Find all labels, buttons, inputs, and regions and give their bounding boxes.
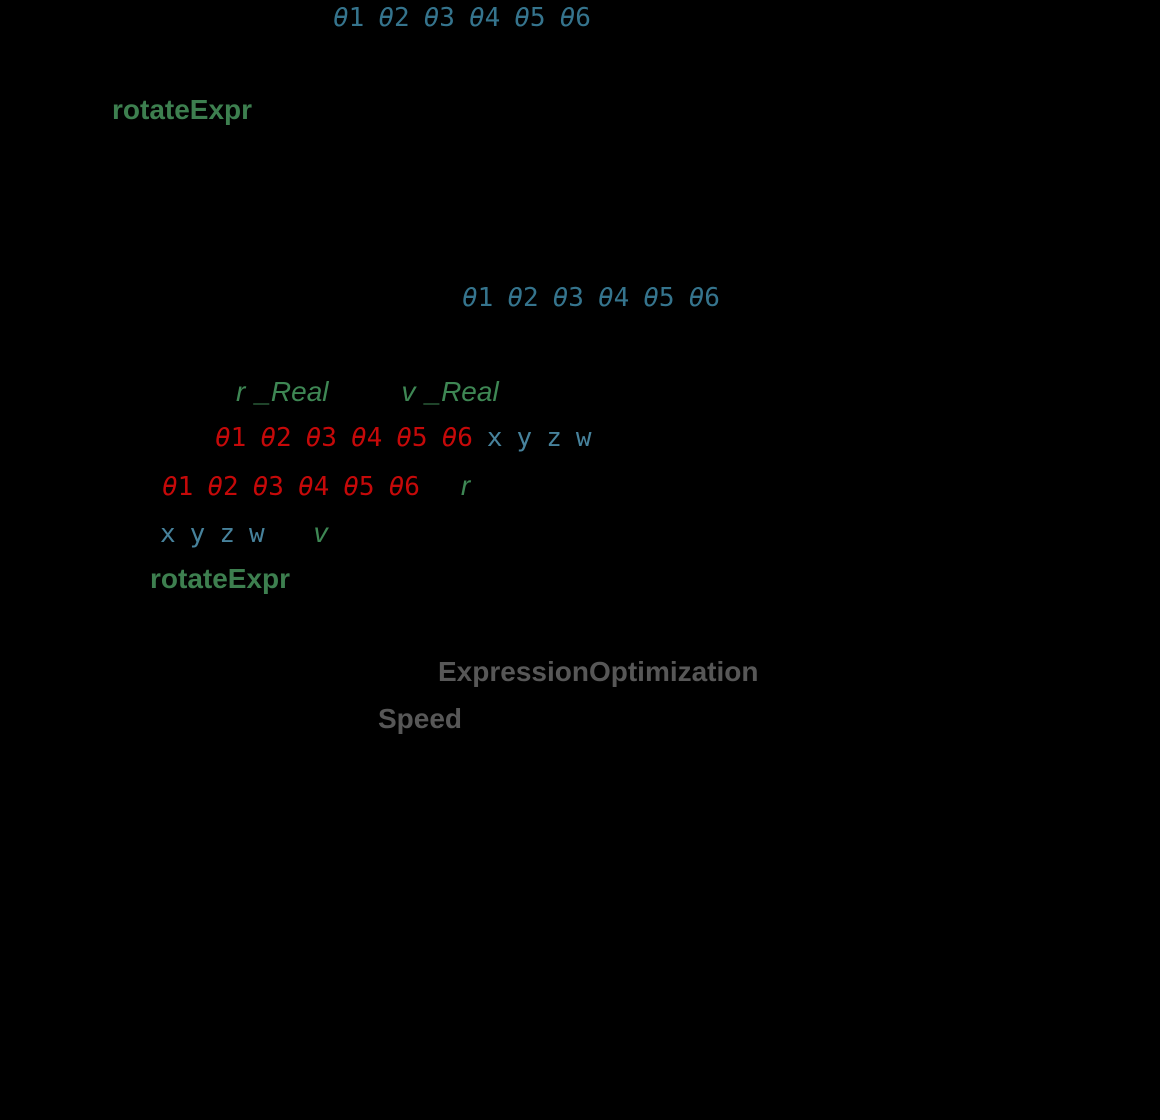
code-line-compile-args-1	[215, 425, 592, 451]
code-line-option-value-string	[378, 705, 462, 733]
symbol-theta2: θ2	[378, 3, 410, 33]
symbol-rotateexpr: rotateExpr	[112, 94, 253, 125]
symbol-theta4: θ4	[468, 3, 501, 33]
symbol-w: w	[575, 423, 592, 453]
pattern-var-v: v	[401, 376, 416, 407]
pattern-var-v: v	[313, 517, 328, 548]
symbol-y: y	[516, 423, 533, 453]
symbol-theta6-red: θ6	[388, 472, 420, 502]
symbol-theta5: θ5	[643, 283, 675, 313]
symbol-theta1: θ1	[462, 283, 494, 313]
symbol-theta2-red: θ2	[260, 423, 292, 453]
code-line-theta-args-middle	[462, 285, 720, 311]
symbol-theta3: θ3	[552, 283, 584, 313]
symbol-z: z	[219, 519, 235, 549]
symbol-theta5-red: θ5	[396, 423, 428, 453]
symbol-theta1-red: θ1	[215, 423, 247, 453]
code-line-pattern-decls	[236, 378, 499, 406]
symbol-theta1: θ1	[333, 3, 365, 33]
symbol-theta6: θ6	[559, 3, 591, 33]
code-line-compile-args-3	[160, 519, 328, 547]
symbol-theta3-red: θ3	[252, 472, 284, 502]
pattern-blank-real: _Real	[425, 376, 499, 407]
pattern-var-r: r	[236, 376, 246, 407]
symbol-theta3: θ3	[423, 3, 455, 33]
symbol-theta4: θ4	[597, 283, 630, 313]
code-line-theta-args-top	[333, 5, 591, 31]
symbol-theta3-red: θ3	[305, 423, 337, 453]
string-expression-optimization: ExpressionOptimization	[438, 656, 759, 687]
symbol-theta6: θ6	[688, 283, 720, 313]
code-line-compile-args-2	[162, 472, 470, 500]
symbol-y: y	[189, 519, 206, 549]
symbol-rotateexpr: rotateExpr	[150, 563, 291, 594]
symbol-theta6-red: θ6	[441, 423, 473, 453]
symbol-theta5: θ5	[514, 3, 546, 33]
symbol-theta2: θ2	[507, 283, 539, 313]
symbol-x: x	[486, 423, 503, 453]
string-speed: Speed	[378, 703, 463, 734]
symbol-theta1-red: θ1	[162, 472, 194, 502]
symbol-x: x	[160, 519, 176, 549]
pattern-blank-real: _Real	[255, 376, 329, 407]
symbol-theta4-red: θ4	[350, 423, 383, 453]
code-line-option-name-string	[438, 658, 759, 686]
pattern-var-r: r	[460, 470, 471, 501]
code-line-rotateexpr-def	[112, 96, 252, 124]
symbol-theta2-red: θ2	[207, 472, 239, 502]
symbol-theta5-red: θ5	[343, 472, 375, 502]
symbol-w: w	[248, 519, 265, 549]
symbol-z: z	[546, 423, 562, 453]
code-line-rotateexpr-call	[150, 565, 290, 593]
symbol-theta4-red: θ4	[297, 472, 330, 502]
